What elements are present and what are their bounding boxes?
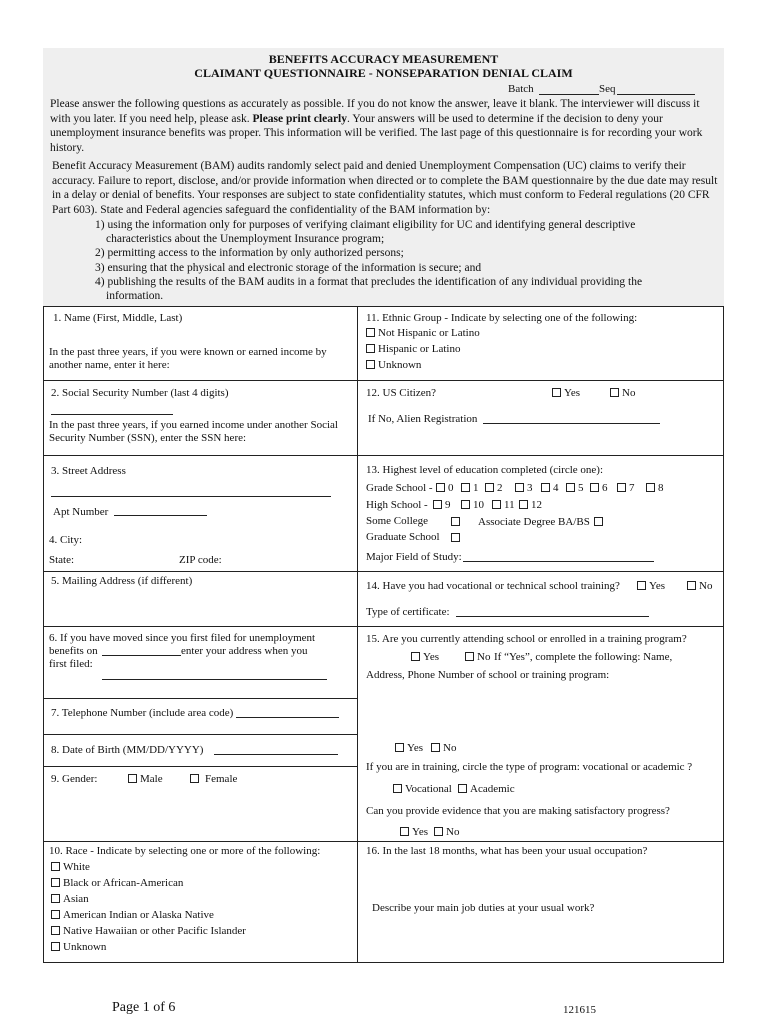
checkbox-icon[interactable] [461,483,470,492]
evidence-yes-option[interactable]: Yes [400,826,428,839]
duties-label: Describe your main job duties at your usual work? [372,902,595,914]
training-no-option[interactable]: No [465,651,490,664]
checkbox-icon[interactable] [366,360,375,369]
q3-label: 3. Street Address [51,465,126,477]
ethnic-option[interactable]: Hispanic or Latino [366,343,460,356]
q2-label: 2. Social Security Number (last 4 digits) [51,387,229,399]
grade-option[interactable]: 1 [461,482,479,495]
divider [43,571,357,572]
street-address-field[interactable] [51,496,331,497]
training-yes-option[interactable]: Yes [411,651,439,664]
vocational-yes-option[interactable]: Yes [637,580,665,593]
filed-date-field[interactable] [102,655,181,656]
apt-label: Apt Number [53,506,109,518]
checkbox-icon[interactable] [458,784,467,793]
graduate-label: Graduate School [366,531,440,543]
ethnic-option[interactable]: Not Hispanic or Latino [366,327,480,340]
telephone-field[interactable] [236,717,339,718]
checkbox-icon[interactable] [519,500,528,509]
academic-option[interactable]: Academic [458,783,515,796]
race-option[interactable]: American Indian or Alaska Native [51,909,214,922]
divider [43,766,357,767]
q13-label: 13. Highest level of education completed (circle one): [366,464,604,476]
checkbox-icon[interactable] [433,500,442,509]
checkbox-icon[interactable] [461,500,470,509]
checkbox-icon[interactable] [552,388,561,397]
q2-sub: Security Number (SSN), enter the SSN here: [49,432,247,444]
checkbox-icon[interactable] [617,483,626,492]
graduate-checkbox[interactable] [451,533,460,542]
ethnic-option[interactable]: Unknown [366,359,421,372]
checkbox-icon[interactable] [51,894,60,903]
list-item: 2) permitting access to the information by only authorized persons; [95,247,404,259]
checkbox-icon[interactable] [51,910,60,919]
ssn-field[interactable] [51,414,173,415]
q9-label: 9. Gender: [51,773,98,785]
divider [357,626,724,627]
checkbox-icon[interactable] [366,344,375,353]
form-title-1: BENEFITS ACCURACY MEASUREMENT [268,52,499,66]
checkbox-icon[interactable] [395,743,404,752]
checkbox-icon[interactable] [492,500,501,509]
grade-option[interactable]: 5 [566,482,584,495]
checkbox-icon[interactable] [541,483,550,492]
q12-label: 12. US Citizen? [366,387,436,399]
vocational-option[interactable]: Vocational [393,783,452,796]
checkbox-icon[interactable] [190,774,199,783]
training-type-label: If you are in training, circle the type of program: vocational or academic ? [366,761,693,773]
alien-label: If No, Alien Registration [368,413,478,425]
q16-label: 16. In the last 18 months, what has been your usual occupation? [366,845,648,857]
grade-option[interactable]: 0 [436,482,454,495]
grade-school-label: Grade School - [366,482,433,494]
divider [43,380,357,381]
previous-address-field[interactable] [102,679,327,680]
confidentiality-paragraph: Benefit Accuracy Measurement (BAM) audits randomly select paid and denied Unemployment Compensation (UC) claims to verify their accuracy. Failure to report, disclose, and/or provide information when directed or to complete the BAM questionnaire by the due date may result in a delay or denial of benefits. Your responses are subject to state confidentiality statutes, which must conform to Federal regulations (20 CFR Part 603). State and Federal agencies safeguard the confidentiality of the BAM information by: [52,160,718,216]
training-confirm-yes-option[interactable]: Yes [395,742,423,755]
checkbox-icon[interactable] [411,652,420,661]
citizen-yes-option[interactable]: Yes [552,387,580,400]
q5-label: 5. Mailing Address (if different) [51,575,193,587]
form-code: 121615 [563,1004,596,1016]
checkbox-icon[interactable] [393,784,402,793]
gender-female-option[interactable]: Female [190,773,237,786]
divider [357,380,724,381]
divider [43,306,724,307]
checkbox-icon[interactable] [590,483,599,492]
evidence-no-option[interactable]: No [434,826,459,839]
major-field[interactable] [463,561,654,562]
q4-label: 4. City: [49,534,83,546]
some-college-checkbox[interactable] [451,517,460,526]
checkbox-icon[interactable] [51,878,60,887]
checkbox-icon[interactable] [51,942,60,951]
alien-registration-field[interactable] [483,423,660,424]
major-label: Major Field of Study: [366,551,462,563]
q10-label: 10. Race - Indicate by selecting one or more of the following: [49,845,321,857]
list-item: 3) ensuring that the physical and electronic storage of the information is secure; and [95,262,482,274]
q15-instructions-2: Address, Phone Number of school or training program: [366,669,610,681]
hs-grade-option[interactable]: 12 [519,499,542,512]
citizen-no-option[interactable]: No [610,387,635,400]
checkbox-icon[interactable] [637,581,646,590]
hs-grade-option[interactable]: 10 [461,499,484,512]
grade-option[interactable]: 4 [541,482,559,495]
grade-option[interactable]: 6 [590,482,608,495]
checkbox-icon[interactable] [566,483,575,492]
checkbox-icon[interactable] [128,774,137,783]
checkbox-icon[interactable] [51,862,60,871]
race-option[interactable]: Black or African-American [51,877,183,890]
high-school-label: High School - [366,499,428,511]
certificate-field[interactable] [456,616,649,617]
divider [43,455,357,456]
checkbox-icon[interactable] [515,483,524,492]
divider [43,626,357,627]
list-item: 1) using the information only for purposes of verifying claimant eligibility for UC and identifying general descriptive [95,219,636,231]
seq-field[interactable] [617,94,695,95]
q6-label-c: first filed: [49,658,93,670]
apt-field[interactable] [114,515,207,516]
grade-option[interactable]: 2 [485,482,503,495]
divider [357,841,724,842]
q1-sub: In the past three years, if you were known or earned income by [49,346,327,358]
hs-grade-option[interactable]: 9 [433,499,451,512]
divider [43,734,357,735]
race-option[interactable]: Native Hawaiian or other Pacific Islander [51,925,246,938]
race-option[interactable]: White [51,861,90,874]
seq-label: Seq [599,83,616,95]
associate-label: Associate Degree BA/BS [478,516,590,528]
race-option[interactable]: Asian [51,893,89,906]
q14-label: 14. Have you had vocational or technical school training? [366,580,620,592]
checkbox-icon[interactable] [431,743,440,752]
list-item: 4) publishing the results of the BAM audits in a format that precludes the identification of any individual providing the [95,276,643,288]
gender-male-option[interactable]: Male [128,773,163,786]
hs-grade-option[interactable]: 11 [492,499,515,512]
batch-label: Batch [508,83,534,95]
form-header [43,48,724,306]
divider [357,455,724,456]
checkbox-icon[interactable] [646,483,655,492]
list-item: characteristics about the Unemployment Insurance program; [106,233,385,245]
checkbox-icon[interactable] [400,827,409,836]
q1-sub: another name, enter it here: [49,359,170,371]
checkbox-icon[interactable] [687,581,696,590]
certificate-label: Type of certificate: [366,606,450,618]
checkbox-icon[interactable] [366,328,375,337]
associate-checkbox[interactable] [594,517,603,526]
q6-label-b2: enter your address when you [181,645,308,657]
dob-field[interactable] [214,754,338,755]
some-college-label: Some College [366,515,429,527]
q6-label: 6. If you have moved since you first filed for unemployment [49,632,316,644]
divider [357,571,724,572]
evidence-label: Can you provide evidence that you are making satisfactory progress? [366,805,670,817]
grade-option[interactable]: 7 [617,482,635,495]
checkbox-icon[interactable] [465,652,474,661]
q1-label: 1. Name (First, Middle, Last) [53,312,183,324]
list-item: information. [106,290,164,302]
divider [43,698,357,699]
q2-sub: In the past three years, if you earned income under another Social [49,419,338,431]
q6-label-b1: benefits on [49,645,98,657]
q15-instructions: If “Yes”, complete the following: Name, [494,651,673,663]
checkbox-icon[interactable] [434,827,443,836]
form-title-2: CLAIMANT QUESTIONNAIRE - NONSEPARATION DENIAL CLAIM [194,66,573,80]
grade-option[interactable]: 8 [646,482,664,495]
race-option[interactable]: Unknown [51,941,106,954]
checkbox-icon[interactable] [610,388,619,397]
q7-label: 7. Telephone Number (include area code) [51,707,234,719]
q8-label: 8. Date of Birth (MM/DD/YYYY) [51,744,204,756]
zip-label: ZIP code: [179,554,222,566]
instructions-paragraph: Please answer the following questions as accurately as possible. If you do not know the answer, leave it blank. The interviewer will discuss it with you later. If you need help, please ask. Please print clearly. Your answers will be used to determine if the decision to deny your unemployment insurance benefits was proper. This information will be verified. The last page of this questionnaire is for recording your work history. [50,98,703,154]
checkbox-icon[interactable] [436,483,445,492]
checkbox-icon[interactable] [485,483,494,492]
q15-label: 15. Are you currently attending school or enrolled in a training program? [366,633,687,645]
grade-option[interactable]: 3 [515,482,533,495]
column-divider [357,306,358,963]
state-label: State: [49,554,75,566]
page-number: Page 1 of 6 [112,1000,176,1015]
checkbox-icon[interactable] [51,926,60,935]
batch-field[interactable] [539,94,599,95]
vocational-no-option[interactable]: No [687,580,712,593]
q11-label: 11. Ethnic Group - Indicate by selecting one of the following: [366,312,638,324]
divider [43,841,357,842]
training-confirm-no-option[interactable]: No [431,742,456,755]
